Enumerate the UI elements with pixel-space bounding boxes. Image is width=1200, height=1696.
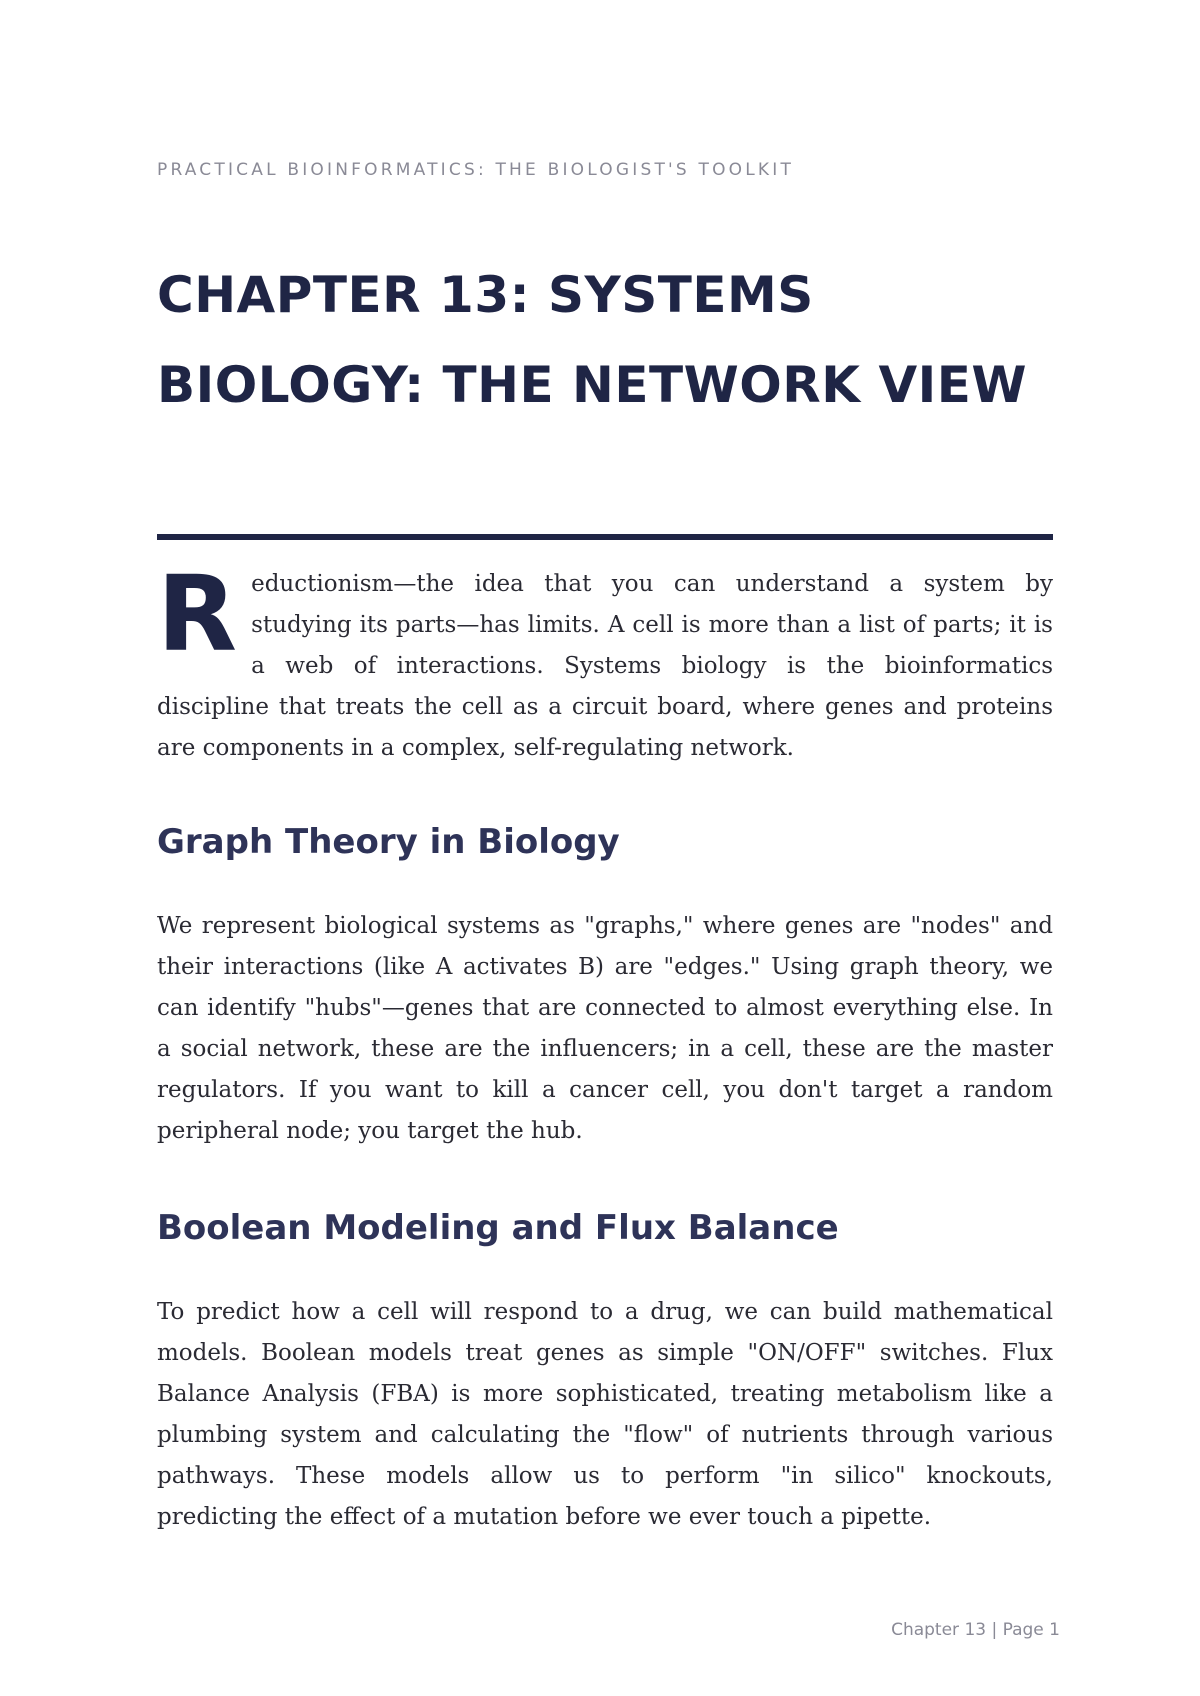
- section-text-graph-theory: We represent biological systems as "graphs," where genes are "nodes" and their interactions (like A activates B) are "edges." Using graph theory, we can identify "hubs"—genes that are connected to almost everything else. In a social network, these are the influencers; in a cell, these are the master regulators. If you want to kill a cancer cell, you don't target a random peripheral node; you target the hub.: [157, 913, 1053, 1144]
- section-heading-boolean-modeling: Boolean Modeling and Flux Balance: [157, 1208, 839, 1248]
- intro-paragraph: [157, 553, 1053, 769]
- running-header: PRACTICAL BIOINFORMATICS: THE BIOLOGIST'S TOOLKIT: [157, 160, 795, 180]
- title-divider: [157, 534, 1053, 540]
- chapter-title: CHAPTER 13: SYSTEMS BIOLOGY: THE NETWORK VIEW: [157, 266, 1028, 414]
- drop-cap: R: [157, 553, 238, 675]
- section-text-boolean-modeling: To predict how a cell will respond to a drug, we can build mathematical models. Boolean models treat genes as simple "ON/OFF" switches. Flux Balance Analysis (FBA) is more sophisticated, treating metabolism like a plumbing system and calculating the "flow" of nutrients through various pathways. These models allow us to perform "in silico" knockouts, predicting the effect of a mutation before we ever touch a pipette.: [157, 1299, 1053, 1530]
- intro-text: eductionism—the idea that you can understand a system by studying its parts—has limits. A cell is more than a list of parts; it is a web of interactions. Systems biology is the bioinformatics discipline that treats the cell as a circuit board, where genes and proteins are components in a complex, self-regulating network.: [157, 571, 1053, 761]
- section-heading-graph-theory: Graph Theory in Biology: [157, 822, 620, 862]
- page-footer: Chapter 13 | Page 1: [891, 1620, 1060, 1640]
